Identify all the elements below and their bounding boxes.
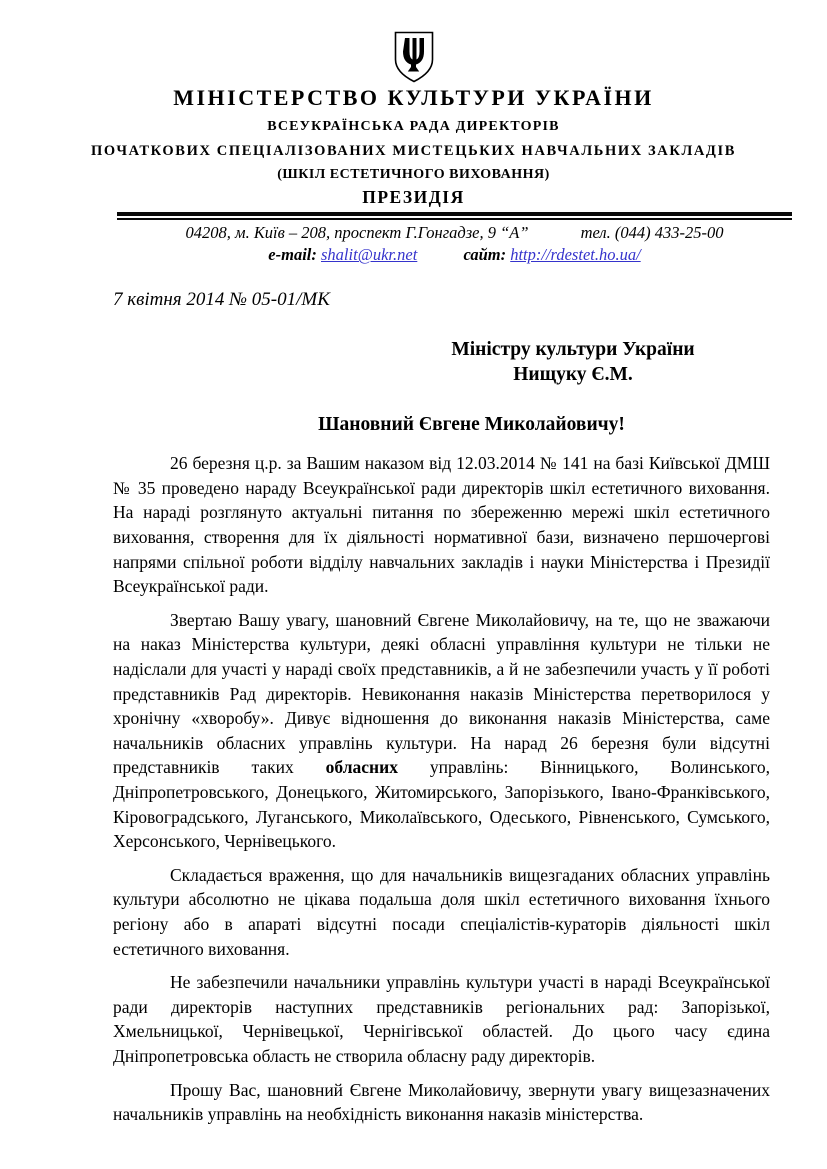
paragraph-2-bold-word: обласних <box>325 757 398 778</box>
letter-body <box>113 451 770 1126</box>
letterhead <box>0 0 827 208</box>
paragraph-3 <box>113 863 770 961</box>
site-link[interactable]: http://rdestet.ho.ua/ <box>510 245 641 265</box>
contact-address-line <box>117 223 792 243</box>
paragraph-4 <box>113 970 770 1068</box>
paragraph-2 <box>113 608 770 854</box>
paragraph-2-text-after: управлінь: Вінницького, Волинського, Дніпропетровського, Донецького, Житомирського, Запорізького, Івано-Франківського, Кіровоградського, Луганського, Миколаївського, Одеського, Рівненського, Сумського, Херсонського, Чернівецького. <box>113 757 770 852</box>
council-title: ВСЕУКРАЇНСЬКА РАДА ДИРЕКТОРІВ <box>267 119 560 135</box>
schools-parenthetical: (ШКІЛ ЕСТЕТИЧНОГО ВИХОВАННЯ) <box>277 167 550 183</box>
paragraph-5-text: Прошу Вас, шановний Євгене Миколайовичу, звернути увагу вищезазначених начальників управлінь на необхідність виконання наказів міністерства. <box>113 1079 770 1125</box>
contact-block <box>117 223 792 265</box>
paragraph-1-text: 26 березня ц.р. за Вашим наказом від 12.03.2014 № 141 на базі Київської ДМШ № 35 проведено нараду Всеукраїнської ради директорів шкіл естетичного виховання. На нараді розглянуто актуальні питання по збереженню мережі шкіл естетичного виховання, створення для їх діяльності нормативної бази, визначено першочергові напрями спільної роботи відділу навчальних закладів і науки Міністерства і Президії Всеукраїнської ради. <box>113 453 770 597</box>
paragraph-4-text: Не забезпечили начальники управлінь культури участі в нараді Всеукраїнської ради директорів наступних представників регіональних рад: Запорізької, Хмельницької, Чернівецької, Чернігівської областей. До цього часу єдина Дніпропетровська область не створила обласну раду директорів. <box>113 972 770 1066</box>
email-label: e-mail: <box>268 245 317 265</box>
contact-links-line <box>117 245 792 265</box>
addressee-title: Міністру культури України <box>451 339 695 361</box>
postal-address: 04208, м. Київ – 208, проспект Г.Гонгадзе, 9 “А” <box>185 223 529 243</box>
paragraph-3-text: Складається враження, що для начальників вищезгаданих обласних управлінь культури абсолютно не цікава подальша доля шкіл естетичного виховання їхнього регіону або в апараті відсутні посади спеціалістів-кураторів діяльності шкіл естетичного виховання. <box>113 864 770 959</box>
paragraph-1 <box>113 451 770 599</box>
ministry-title: МІНІСТЕРСТВО КУЛЬТУРИ УКРАЇНИ <box>173 85 654 110</box>
phone-number: тел. (044) 433-25-00 <box>580 223 724 243</box>
schools-title: ПОЧАТКОВИХ СПЕЦІАЛІЗОВАНИХ МИСТЕЦЬКИХ НАВЧАЛЬНИХ ЗАКЛАДІВ <box>90 143 737 160</box>
site-label: сайт: <box>463 245 507 265</box>
date-reference-line: 7 квітня 2014 № 05-01/МК <box>113 289 330 311</box>
letterhead-divider <box>117 212 792 220</box>
paragraph-5 <box>113 1078 770 1127</box>
email-link[interactable]: shalit@ukr.net <box>321 245 418 265</box>
ukraine-trident-emblem <box>392 31 436 83</box>
presidium-title: ПРЕЗИДІЯ <box>362 187 465 208</box>
paragraph-2-text-before: Звертаю Вашу увагу, шановний Євгене Миколайовичу, на те, що не зважаючи на наказ Міністерства культури, деякі обласні управління культури не тільки не надіслали для участі у нараді своїх представників, а й не забезпечили участь у її роботі представників Рад директорів. Невиконання наказів Міністерства перетворилося у хронічну «хворобу». Дивує відношення до виконання наказів Міністерства, саме начальників обласних управлінь культури. На нарад 26 березня були відсутні представників таких <box>113 609 770 778</box>
addressee-name: Нищуку Є.М. <box>513 364 633 386</box>
addressee-block <box>423 337 723 387</box>
salutation: Шановний Євгене Миколайовичу! <box>318 414 625 436</box>
